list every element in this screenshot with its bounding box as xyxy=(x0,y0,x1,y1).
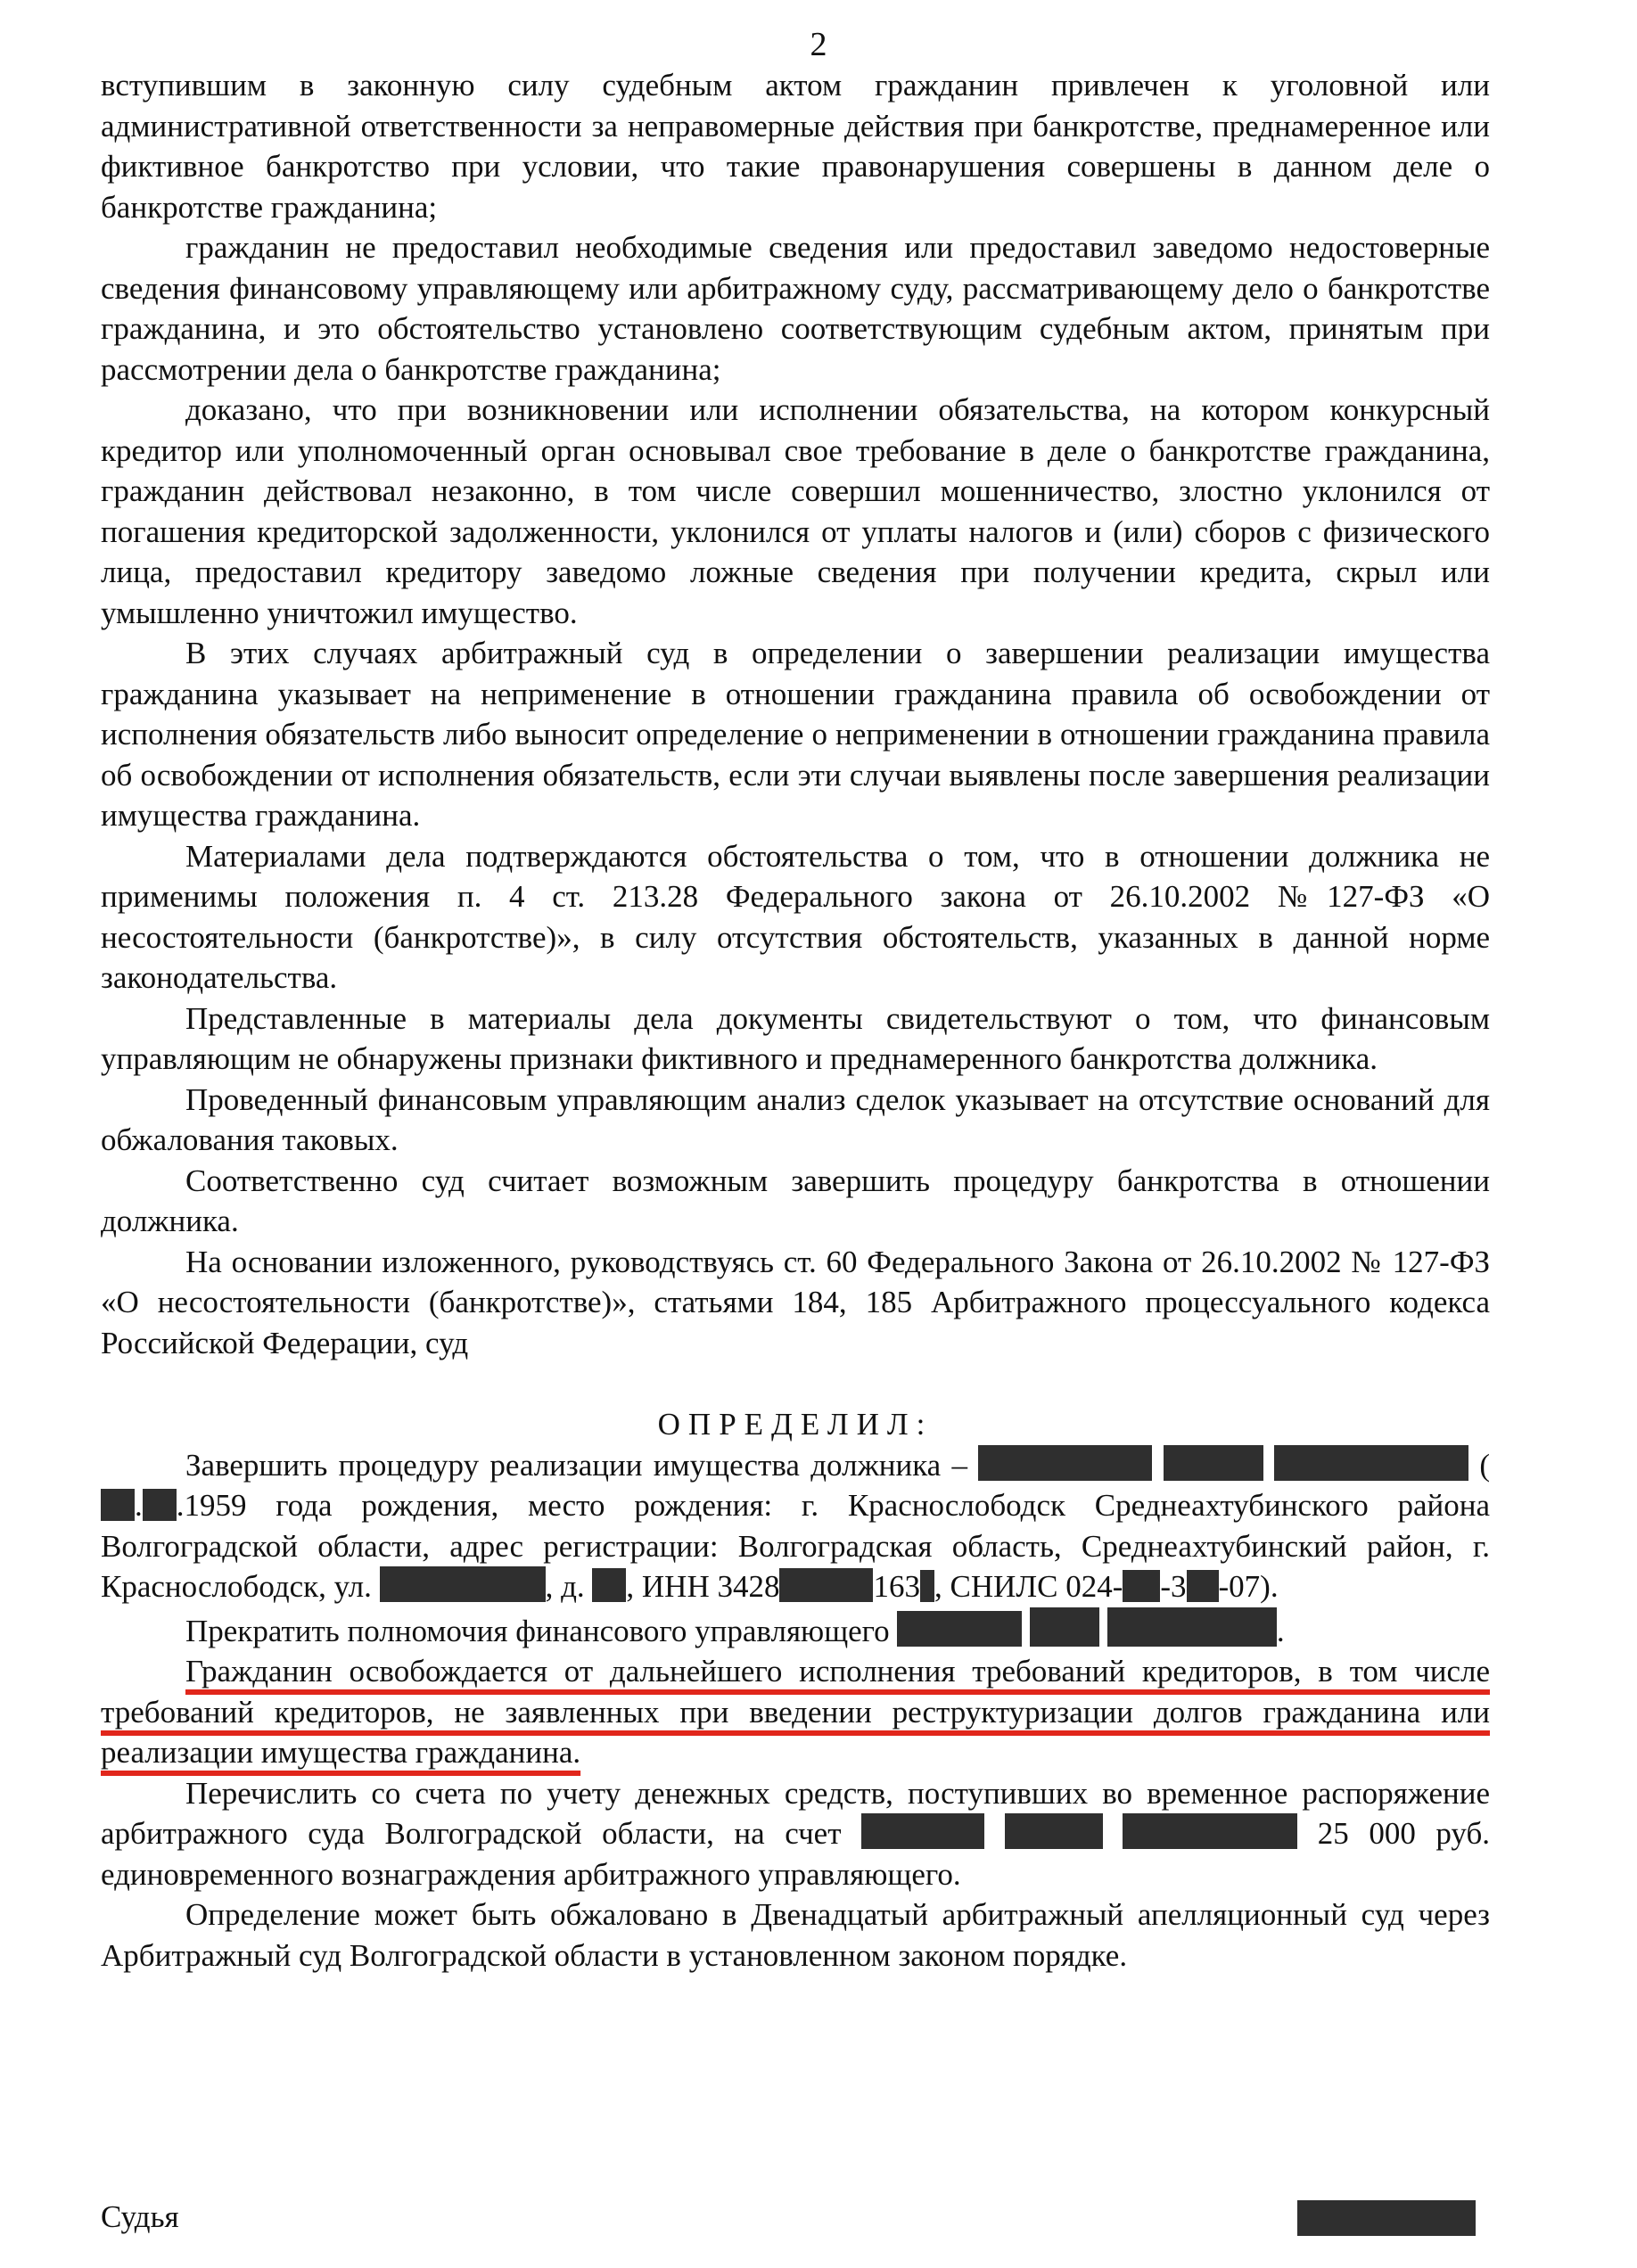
redaction-box xyxy=(1123,1813,1297,1849)
redaction-box xyxy=(1107,1607,1277,1647)
paragraph-conditions-2: гражданин не предоставил необходимые сведения или предоставил заведомо недостоверные сведения финансовому управляющему или арбитражному суду, рассматривающему дело о банкротстве гражданина, и это обстоятельство установлено соответствующим судебным актом, принятым при рассмотрении дела о банкротстве гражданина; xyxy=(101,230,1490,387)
paragraph-court-cases: В этих случаях арбитражный суд в определении о завершении реализации имущества гражданина указывает на неприменение в отношении гражданина правила об освобождении от исполнения обязательств либо выносит определение о неприменении в отношении гражданина правила об освобождении от исполнения обязательств, если эти случаи выявлены после завершения реализации имущества гражданина. xyxy=(101,636,1490,833)
judge-name-redaction xyxy=(1297,2200,1476,2236)
paragraph-complete-procedure xyxy=(101,1445,1490,1607)
transfer-funds-text: Перечислить со счета по учету денежных средств, поступивших во временное распоряжение арбитражного суда Волгоградской области, на счет xyxy=(101,1775,1490,1851)
birth-and-address-text: .1959 года рождения, место рождения: г. Краснослободск Среднеахтубинского района Волгоградской области, адрес регистрации: Волгоградская область, Среднеахтубинский район, г. Краснослободск, ул. xyxy=(101,1488,1490,1604)
redaction-box xyxy=(920,1570,934,1602)
redaction-box xyxy=(1274,1445,1468,1481)
redaction-box xyxy=(897,1611,1022,1647)
highlighted-release-text: Гражданин освобождается от дальнейшего исполнения требований кредиторов, в том числе требований кредиторов, не заявленных при введении реструктуризации долгов гражданина или реализации имущества гражданина. xyxy=(101,1654,1490,1770)
redaction-box xyxy=(592,1568,626,1602)
redaction-box xyxy=(861,1813,984,1849)
redaction-box xyxy=(1123,1570,1160,1602)
ruling-heading: ОПРЕДЕЛИЛ: xyxy=(657,1407,934,1442)
complete-procedure-text: Завершить процедуру реализации имущества должника – xyxy=(185,1447,968,1483)
judge-signature-label: Судья xyxy=(101,2199,179,2234)
redaction-box xyxy=(101,1489,135,1521)
fee-text: 25 000 руб. единовременного вознаграждения арбитражного управляющего. xyxy=(101,1816,1491,1892)
redaction-box xyxy=(1187,1570,1219,1602)
paragraph-conditions-1: вступившим в законную силу судебным актом гражданин привлечен к уголовной или административной ответственности за неправомерные действия при банкротстве, преднамеренное или фиктивное банкротство при условии, что такие правонарушения совершены в данном деле о банкротстве гражданина; xyxy=(101,68,1490,225)
inn-suffix: 163 xyxy=(873,1569,920,1604)
paragraph-appeal: Определение может быть обжаловано в Двенадцатый арбитражный апелляционный суд через Арбитражный суд Волгоградской области в установленном законом порядке. xyxy=(101,1897,1490,1973)
redaction-box xyxy=(380,1566,546,1602)
redaction-box xyxy=(1005,1813,1103,1849)
birth-date-separator: . xyxy=(135,1488,143,1523)
terminate-powers-end: . xyxy=(1276,1613,1285,1648)
redaction-box xyxy=(779,1568,873,1602)
paragraph-case-materials: Материалами дела подтверждаются обстоятельства о том, что в отношении должника не применимы положения п. 4 ст. 213.28 Федерального закона от 26.10.2002 №127-ФЗ «О несостоятельности (банкротстве)», в силу отсутствия обстоятельств, указанных в данной норме законодательства. xyxy=(101,838,1490,995)
terminate-powers-text: Прекратить полномочия финансового управляющего xyxy=(185,1613,890,1648)
paragraph-court-considers: Соответственно суд считает возможным завершить процедуру банкротства в отношении должника. xyxy=(101,1163,1490,1238)
paragraph-documents: Представленные в материалы дела документы свидетельствуют о том, что финансовым управляющим не обнаружены признаки фиктивного и преднамеренного банкротства должника. xyxy=(101,1000,1490,1076)
document-body xyxy=(101,65,1490,1976)
paragraph-conditions-3: доказано, что при возникновении или исполнении обязательства, на котором конкурсный кредитор или уполномоченный орган основывал свое требование в деле о банкротстве гражданина, гражданин действовал незаконно, в том числе совершил мошенничество, злостно уклонился от погашения кредиторской задолженности, уклонился от уплаты налогов и (или) сборов с физического лица, предоставил кредитору заведомо ложные сведения при получении кредита, скрыл или умышленно уничтожил имущество. xyxy=(101,392,1490,630)
redaction-box xyxy=(1164,1445,1263,1481)
house-label: , д. xyxy=(545,1569,585,1604)
inn-label: , ИНН 3428 xyxy=(626,1569,780,1604)
redaction-box xyxy=(1030,1607,1099,1647)
paragraph-terminate-powers xyxy=(101,1607,1490,1652)
birth-date-open: ( xyxy=(1468,1447,1491,1483)
paragraph-debtor-released xyxy=(101,1651,1490,1773)
redaction-box xyxy=(143,1489,177,1521)
paragraph-transfer-funds xyxy=(101,1773,1490,1895)
redaction-box xyxy=(978,1445,1152,1481)
page-number: 2 xyxy=(810,26,827,63)
paragraph-transactions-analysis: Проведенный финансовым управляющим анализ сделок указывает на отсутствие оснований для обжалования таковых. xyxy=(101,1081,1490,1157)
snils-label: , СНИЛС 024- xyxy=(934,1569,1123,1604)
paragraph-legal-basis: На основании изложенного, руководствуясь ст. 60 Федерального Закона от 26.10.2002 № 127-ФЗ «О несостоятельности (банкротстве)», статьями 184, 185 Арбитражного процессуального кодекса Российской Федерации, суд xyxy=(101,1244,1490,1360)
snils-middle: -3 xyxy=(1160,1569,1187,1604)
snils-end: -07). xyxy=(1218,1569,1279,1604)
